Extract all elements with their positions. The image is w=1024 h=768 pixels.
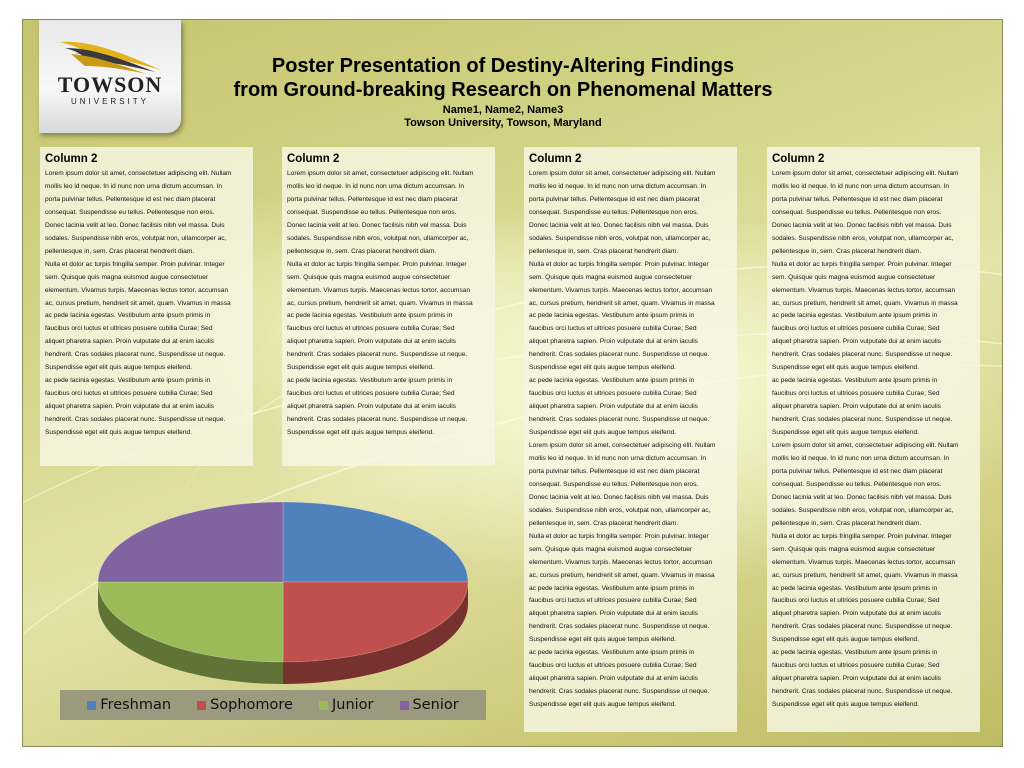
column-body: Lorem ipsum dolor sit amet, consectetuer adipiscing elit. Nullam mollis leo id neque. In id nunc non urna dictum accumsan. In porta pulvinar tellus. Pellentesque id est nec diam placerat consequat. Suspendisse eu tellus. Pellentesque non eros. Donec lacinia velit at leo. Donec facilisis nibh vel massa. Duis sodales. Suspendisse nibh eros, volutpat non, ullamcorper ac, pellentesque in, sem. Cras placerat hendrerit diam. Nulla et dolor ac turpis fringilla semper. Proin pulvinar. Integer sem. Quisque quis magna euismod augue consectetuer elementum. Vivamus turpis. Maecenas lectus tortor, accumsan ac, cursus pretium, hendrerit sit amet, quam. Vivamus in massa ac pede lacinia egestas. Vestibulum ante ipsum primis in faucibus orci luctus et ultrices posuere cubilia Curae; Sed aliquet pharetra sapien. Proin vulputate dui at enim iaculis hendrerit. Cras sodales placerat nunc. Suspendisse ut neque. Suspendisse eget elit quis augue tempus eleifend. ac pede lacinia egestas. Vestibulum ante ipsum primis in faucibus orci luctus et ultrices posuere cubilia Curae; Sed aliquet pharetra sapien. Proin vulputate dui at enim iaculis hendrerit. Cras sodales placerat nunc. Suspendisse ut neque. Suspendisse eget elit quis augue tempus eleifend. Lorem ipsum dolor sit amet, consectetuer adipiscing elit. Nullam mollis leo id neque. In id nunc non urna dictum accumsan. In porta pulvinar tellus. Pellentesque id est nec diam placerat consequat. Suspendisse eu tellus. Pellentesque non eros. Donec lacinia velit at leo. Donec facilisis nibh vel massa. Duis sodales. Suspendisse nibh eros, volutpat non, ullamcorper ac, pellentesque in, sem. Cras placerat hendrerit diam. Nulla et dolor ac turpis fringilla semper. Proin pulvinar. Integer sem. Quisque quis magna euismod augue consectetuer elementum. Vivamus turpis. Maecenas lectus tortor, accumsan ac, cursus pretium, hendrerit sit amet, quam. Vivamus in massa ac pede lacinia egestas. Vestibulum ante ipsum primis in faucibus orci luctus et ultrices posuere cubilia Curae; Sed aliquet pharetra sapien. Proin vulputate dui at enim iaculis hendrerit. Cras sodales placerat nunc. Suspendisse ut neque. Suspendisse eget elit quis augue tempus eleifend. ac pede lacinia egestas. Vestibulum ante ipsum primis in faucibus orci luctus et ultrices posuere cubilia Curae; Sed aliquet pharetra sapien. Proin vulputate dui at enim iaculis hendrerit. Cras sodales placerat nunc. Suspendisse ut neque. Suspendisse eget elit quis augue tempus eleifend. (772, 170, 959, 709)
legend-label: Freshman (100, 697, 172, 713)
pie-slice-sophomore (283, 582, 468, 662)
chart-legend (60, 690, 486, 720)
legend-label: Senior (412, 697, 459, 713)
legend-item-junior (319, 697, 374, 713)
poster-title-line-2: from Ground-breaking Research on Phenomenal Matters (233, 79, 773, 101)
content-column-4 (767, 147, 980, 732)
logo-wordmark: TOWSON (57, 72, 163, 97)
legend-swatch (319, 701, 328, 710)
content-column-1 (40, 147, 253, 466)
legend-label: Sophomore (210, 697, 293, 713)
legend-swatch (87, 701, 96, 710)
legend-item-senior (400, 697, 459, 713)
legend-label: Junior (331, 697, 374, 713)
pie-slice-senior (98, 502, 283, 582)
legend-swatch (197, 701, 206, 710)
pie-slice-freshman (283, 502, 468, 582)
poster-title-line-1: Poster Presentation of Destiny-Altering Findings (271, 55, 735, 77)
pie-chart (60, 494, 486, 723)
column-heading: Column 2 (772, 153, 825, 165)
legend-item-sophomore (197, 697, 293, 713)
content-column-2 (282, 147, 495, 466)
column-heading: Column 2 (45, 153, 98, 165)
pie-slice-junior (98, 582, 283, 662)
poster-title-block (183, 54, 823, 130)
university-logo (39, 20, 181, 133)
column-body: Lorem ipsum dolor sit amet, consectetuer adipiscing elit. Nullam mollis leo id neque. In id nunc non urna dictum accumsan. In porta pulvinar tellus. Pellentesque id est nec diam placerat consequat. Suspendisse eu tellus. Pellentesque non eros. Donec lacinia velit at leo. Donec facilisis nibh vel massa. Duis sodales. Suspendisse nibh eros, volutpat non, ullamcorper ac, pellentesque in, sem. Cras placerat hendrerit diam. Nulla et dolor ac turpis fringilla semper. Proin pulvinar. Integer sem. Quisque quis magna euismod augue consectetuer elementum. Vivamus turpis. Maecenas lectus tortor, accumsan ac, cursus pretium, hendrerit sit amet, quam. Vivamus in massa ac pede lacinia egestas. Vestibulum ante ipsum primis in faucibus orci luctus et ultrices posuere cubilia Curae; Sed aliquet pharetra sapien. Proin vulputate dui at enim iaculis hendrerit. Cras sodales placerat nunc. Suspendisse ut neque. Suspendisse eget elit quis augue tempus eleifend. ac pede lacinia egestas. Vestibulum ante ipsum primis in faucibus orci luctus et ultrices posuere cubilia Curae; Sed aliquet pharetra sapien. Proin vulputate dui at enim iaculis hendrerit. Cras sodales placerat nunc. Suspendisse ut neque. Suspendisse eget elit quis augue tempus eleifend. Lorem ipsum dolor sit amet, consectetuer adipiscing elit. Nullam mollis leo id neque. In id nunc non urna dictum accumsan. In porta pulvinar tellus. Pellentesque id est nec diam placerat consequat. Suspendisse eu tellus. Pellentesque non eros. Donec lacinia velit at leo. Donec facilisis nibh vel massa. Duis sodales. Suspendisse nibh eros, volutpat non, ullamcorper ac, pellentesque in, sem. Cras placerat hendrerit diam. Nulla et dolor ac turpis fringilla semper. Proin pulvinar. Integer sem. Quisque quis magna euismod augue consectetuer elementum. Vivamus turpis. Maecenas lectus tortor, accumsan ac, cursus pretium, hendrerit sit amet, quam. Vivamus in massa ac pede lacinia egestas. Vestibulum ante ipsum primis in faucibus orci luctus et ultrices posuere cubilia Curae; Sed aliquet pharetra sapien. Proin vulputate dui at enim iaculis hendrerit. Cras sodales placerat nunc. Suspendisse ut neque. Suspendisse eget elit quis augue tempus eleifend. ac pede lacinia egestas. Vestibulum ante ipsum primis in faucibus orci luctus et ultrices posuere cubilia Curae; Sed aliquet pharetra sapien. Proin vulputate dui at enim iaculis hendrerit. Cras sodales placerat nunc. Suspendisse ut neque. Suspendisse eget elit quis augue tempus eleifend. (529, 170, 716, 709)
column-body: Lorem ipsum dolor sit amet, consectetuer adipiscing elit. Nullam mollis leo id neque. In id nunc non urna dictum accumsan. In porta pulvinar tellus. Pellentesque id est nec diam placerat consequat. Suspendisse eu tellus. Pellentesque non eros. Donec lacinia velit at leo. Donec facilisis nibh vel massa. Duis sodales. Suspendisse nibh eros, volutpat non, ullamcorper ac, pellentesque in, sem. Cras placerat hendrerit diam. Nulla et dolor ac turpis fringilla semper. Proin pulvinar. Integer sem. Quisque quis magna euismod augue consectetuer elementum. Vivamus turpis. Maecenas lectus tortor, accumsan ac, cursus pretium, hendrerit sit amet, quam. Vivamus in massa ac pede lacinia egestas. Vestibulum ante ipsum primis in faucibus orci luctus et ultrices posuere cubilia Curae; Sed aliquet pharetra sapien. Proin vulputate dui at enim iaculis hendrerit. Cras sodales placerat nunc. Suspendisse ut neque. Suspendisse eget elit quis augue tempus eleifend. ac pede lacinia egestas. Vestibulum ante ipsum primis in faucibus orci luctus et ultrices posuere cubilia Curae; Sed aliquet pharetra sapien. Proin vulputate dui at enim iaculis hendrerit. Cras sodales placerat nunc. Suspendisse ut neque. Suspendisse eget elit quis augue tempus eleifend. (287, 170, 474, 437)
author-affiliation: Towson University, Towson, Maryland (404, 117, 602, 129)
column-heading: Column 2 (287, 153, 340, 165)
column-heading: Column 2 (529, 153, 582, 165)
logo-wing-icon (57, 38, 163, 74)
legend-swatch (400, 701, 409, 710)
poster (22, 19, 1003, 747)
logo-subtitle: UNIVERSITY (70, 97, 149, 106)
author-names: Name1, Name2, Name3 (442, 104, 564, 116)
pie-chart-svg (60, 494, 486, 694)
column-body: Lorem ipsum dolor sit amet, consectetuer adipiscing elit. Nullam mollis leo id neque. In id nunc non urna dictum accumsan. In porta pulvinar tellus. Pellentesque id est nec diam placerat consequat. Suspendisse eu tellus. Pellentesque non eros. Donec lacinia velit at leo. Donec facilisis nibh vel massa. Duis sodales. Suspendisse nibh eros, volutpat non, ullamcorper ac, pellentesque in, sem. Cras placerat hendrerit diam. Nulla et dolor ac turpis fringilla semper. Proin pulvinar. Integer sem. Quisque quis magna euismod augue consectetuer elementum. Vivamus turpis. Maecenas lectus tortor, accumsan ac, cursus pretium, hendrerit sit amet, quam. Vivamus in massa ac pede lacinia egestas. Vestibulum ante ipsum primis in faucibus orci luctus et ultrices posuere cubilia Curae; Sed aliquet pharetra sapien. Proin vulputate dui at enim iaculis hendrerit. Cras sodales placerat nunc. Suspendisse ut neque. Suspendisse eget elit quis augue tempus eleifend. ac pede lacinia egestas. Vestibulum ante ipsum primis in faucibus orci luctus et ultrices posuere cubilia Curae; Sed aliquet pharetra sapien. Proin vulputate dui at enim iaculis hendrerit. Cras sodales placerat nunc. Suspendisse ut neque. Suspendisse eget elit quis augue tempus eleifend. (45, 170, 232, 437)
content-column-3 (524, 147, 737, 732)
legend-item-freshman (87, 697, 171, 713)
